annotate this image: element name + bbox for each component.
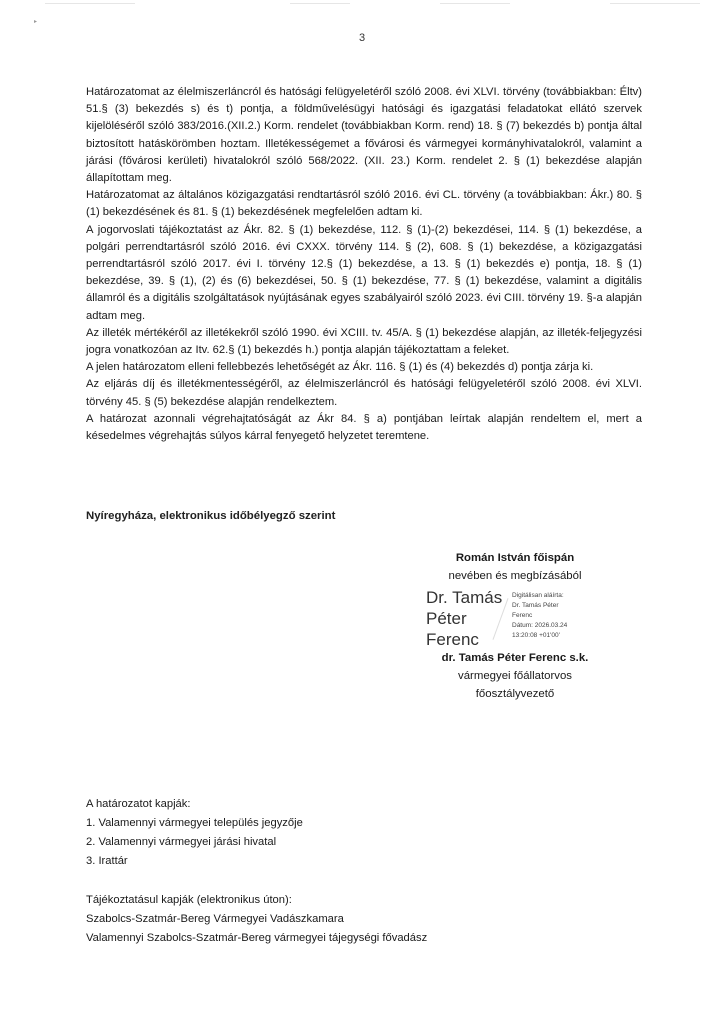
signature-meta-line: Dátum: 2026.03.24	[512, 622, 568, 629]
spacer	[86, 871, 427, 891]
issuer-name: Román István főispán	[455, 552, 575, 564]
on-behalf-text: nevében és megbízásából	[448, 570, 582, 582]
paragraph-authority: Határozatomat az élelmiszerláncról és hatósági felügyeletéről szóló 2008. évi XLVI. törvény (továbbiakban: Éltv) 51.§ (3) bekezdés s) és t) pontja, a földművelésügyi hatósági és igazgatási feladatokat ellátó szervek kijelöléséről szóló 383/2016.(XII.2.) Korm. rendelet (továbbiakban Korm. rend) 18. § (7) bekezdés b) pontja által biztosított hatáskörömben hoztam. Illetékességemet a fővárosi és vármegyei kormányhivatalokról, valamint a járási (fővárosi kerületi) hivatalokról szóló 568/2022. (XII. 23.) Korm. rendelet 2. § (1) bekezdése alapján állapítottam meg.	[86, 86, 642, 185]
info-recipient-item: Szabolcs-Szatmár-Bereg Vármegyei Vadászkamara	[86, 913, 344, 925]
signer-name: dr. Tamás Péter Ferenc s.k.	[441, 652, 589, 664]
recipient-item: 2. Valamennyi vármegyei járási hivatal	[86, 836, 277, 848]
paragraph-appeal: A jelen határozatom elleni fellebbezés lehetőségét az Ákr. 116. § (1) és (4) bekezdés d) pontja zárja ki.	[86, 361, 594, 374]
scan-speck: ▸	[34, 19, 38, 25]
digital-signature-meta	[512, 591, 567, 641]
place-date: Nyíregyháza, elektronikus időbélyegző szerint	[86, 510, 336, 522]
info-recipients-heading: Tájékoztatásul kapják (elektronikus úton):	[86, 894, 292, 906]
recipient-item: 1. Valamennyi vármegyei település jegyzője	[86, 817, 303, 829]
scan-edge-line	[440, 3, 510, 4]
signature-meta-line: 13:20:08 +01'00'	[512, 632, 560, 639]
digital-signature	[400, 587, 630, 649]
scan-edge-line	[45, 3, 135, 4]
digital-signature-name	[426, 587, 502, 650]
signer-position: főosztályvezető	[475, 688, 555, 700]
signature-name-line: Péter	[426, 609, 467, 628]
signature-meta-line: Digitálisan aláírta:	[512, 592, 564, 599]
paragraph-issuance: Határozatomat az általános közigazgatási rendtartásról szóló 2016. évi CL. törvény (a továbbiakban: Ákr.) 80. § (1) bekezdésének és 81. § (1) bekezdésének megfelelően adtam ki.	[86, 189, 642, 219]
signature-block	[400, 549, 630, 703]
signature-meta-line: Dr. Tamás Péter	[512, 602, 559, 609]
recipient-item: 3. Irattár	[86, 855, 128, 867]
signature-name-line: Dr. Tamás	[426, 588, 503, 607]
paragraph-enforcement: A határozat azonnali végrehajtatóságát az Ákr 84. § a) pontjában leírtak alapján rendeltem el, mert a késedelmes végrehajtás súlyos kárral fenyegető helyzetet teremtene.	[86, 412, 642, 443]
page-number: 3	[358, 32, 366, 44]
scan-edge-line	[610, 3, 700, 4]
signature-meta-line: Ferenc	[512, 612, 533, 619]
paragraph-exemption: Az eljárás díj és illetékmentességéről, az élelmiszerláncról és hatósági felügyeletéről szóló 2008. évi XLVI. törvény 45. § (5) bekezdése alapján rendelkeztem.	[86, 378, 642, 408]
paragraph-fee: Az illeték mértékéről az illetékekről szóló 1990. évi XCIII. tv. 45/A. § (1) bekezdése alapján, az illeték-feljegyzési jogra vonatkozóan az Itv. 62.§ (1) bekezdés h.) pontja alapján tájékoztattam a feleket.	[86, 326, 642, 357]
signer-title: vármegyei főállatorvos	[458, 670, 572, 682]
document-body	[86, 84, 642, 445]
recipients-heading: A határozatot kapják:	[86, 798, 191, 810]
info-recipient-item: Valamennyi Szabolcs-Szatmár-Bereg vármegyei tájegységi fővadász	[86, 932, 428, 944]
recipients-section	[86, 795, 427, 948]
scan-edge-line	[290, 3, 350, 4]
signature-name-line: Ferenc	[426, 630, 479, 649]
paragraph-legal-remedy: A jogorvoslati tájékoztatást az Ákr. 82. § (1) bekezdése, 112. § (1)-(2) bekezdései, 114. § (1) bekezdése, a polgári perrendtartásról szóló 2016. évi CXXX. törvény 114. § (2), 608. § (1) bekezdése, a közigazgatási perrendtartásról szóló 2017. évi I. törvény 12.§ (1) bekezdése, a 13. § (1) bekezdés e) pontja, 18. § (1) bekezdése, 39. § (1), (2) és (6) bekezdései, 50. § (1) bekezdése, 77. § (1) bekezdése, valamint a digitális államról és a digitális szolgáltatások nyújtásának egyes szabályairól szóló 2023. évi CIII. törvény 19. §-a alapján adtam meg.	[86, 223, 642, 322]
